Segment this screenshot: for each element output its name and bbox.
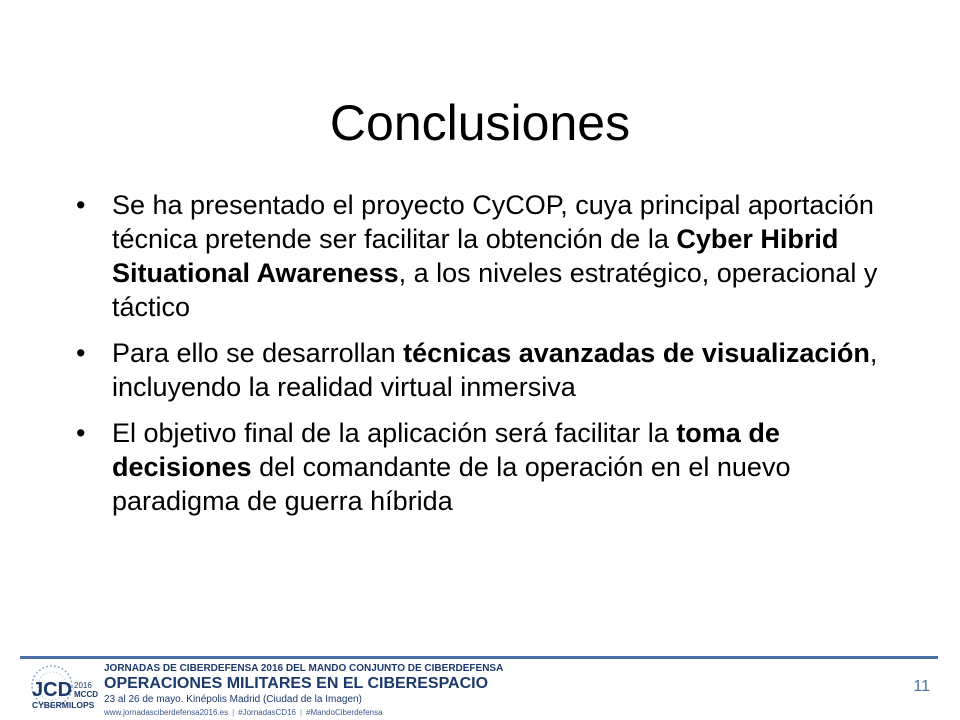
event-links (104, 706, 503, 720)
link-separator: | (299, 708, 303, 717)
bullet-text-bold: técnicas avanzadas de visualización (403, 338, 870, 368)
hashtag-link[interactable]: #JornadasCD16 (238, 708, 296, 717)
bullet-list (76, 188, 916, 530)
bullet-dot-icon: • (76, 418, 86, 448)
link-separator: | (232, 708, 235, 717)
bullet-dot-icon: • (76, 338, 86, 368)
bullet-text-part: Se ha presentado el proyecto CyCOP, cuya principal aportación técnica pretende ser facilitar la obtención de la (112, 190, 874, 254)
bullet-text-part: Para ello se desarrollan (112, 338, 404, 368)
bullet-text (112, 190, 877, 322)
logo-jcd-text: JCD (32, 679, 73, 701)
page-number: 11 (913, 678, 930, 695)
bullet-text (112, 338, 877, 402)
slide-title: Conclusiones (329, 94, 631, 151)
jcd-logo-icon (30, 664, 100, 718)
bullet-item (76, 416, 916, 518)
event-date-location: 23 al 26 de mayo. Kinépolis Madrid (Ciudad de la Imagen) (104, 694, 362, 705)
logo-mccd-text: MCCD (74, 690, 98, 699)
bullet-text (112, 418, 790, 516)
bullet-item (76, 188, 916, 324)
footer-divider (20, 656, 938, 659)
footer-text-block (104, 662, 503, 720)
bullet-text-part: del comandante de la operación en el nuevo paradigma de guerra híbrida (112, 452, 791, 516)
bullet-item (76, 336, 916, 404)
logo-year-text: 2016 (74, 681, 92, 690)
bullet-text-part: , incluyendo la realidad virtual inmersiva (112, 338, 878, 402)
website-link[interactable]: www.jornadasciberdefensa2016.es (104, 708, 229, 717)
logo-cybermilops-text: CYBERMILOPS (32, 700, 95, 710)
event-subtitle: JORNADAS DE CIBERDEFENSA 2016 DEL MANDO CONJUNTO DE CIBERDEFENSA (104, 663, 504, 674)
bullet-text-bold: Cyber Hibrid Situational Awareness (112, 224, 839, 288)
bullet-text-part: , a los niveles estratégico, operacional y táctico (112, 258, 878, 322)
bullet-dot-icon: • (76, 190, 86, 220)
hashtag-link[interactable]: #MandoCiberdefensa (306, 708, 383, 717)
bullet-text-bold: toma de decisiones (112, 418, 780, 482)
event-title: OPERACIONES MILITARES EN EL CIBERESPACIO (104, 675, 489, 692)
bullet-text-part: El objetivo final de la aplicación será facilitar la (112, 418, 677, 448)
footer-banner (0, 650, 960, 720)
